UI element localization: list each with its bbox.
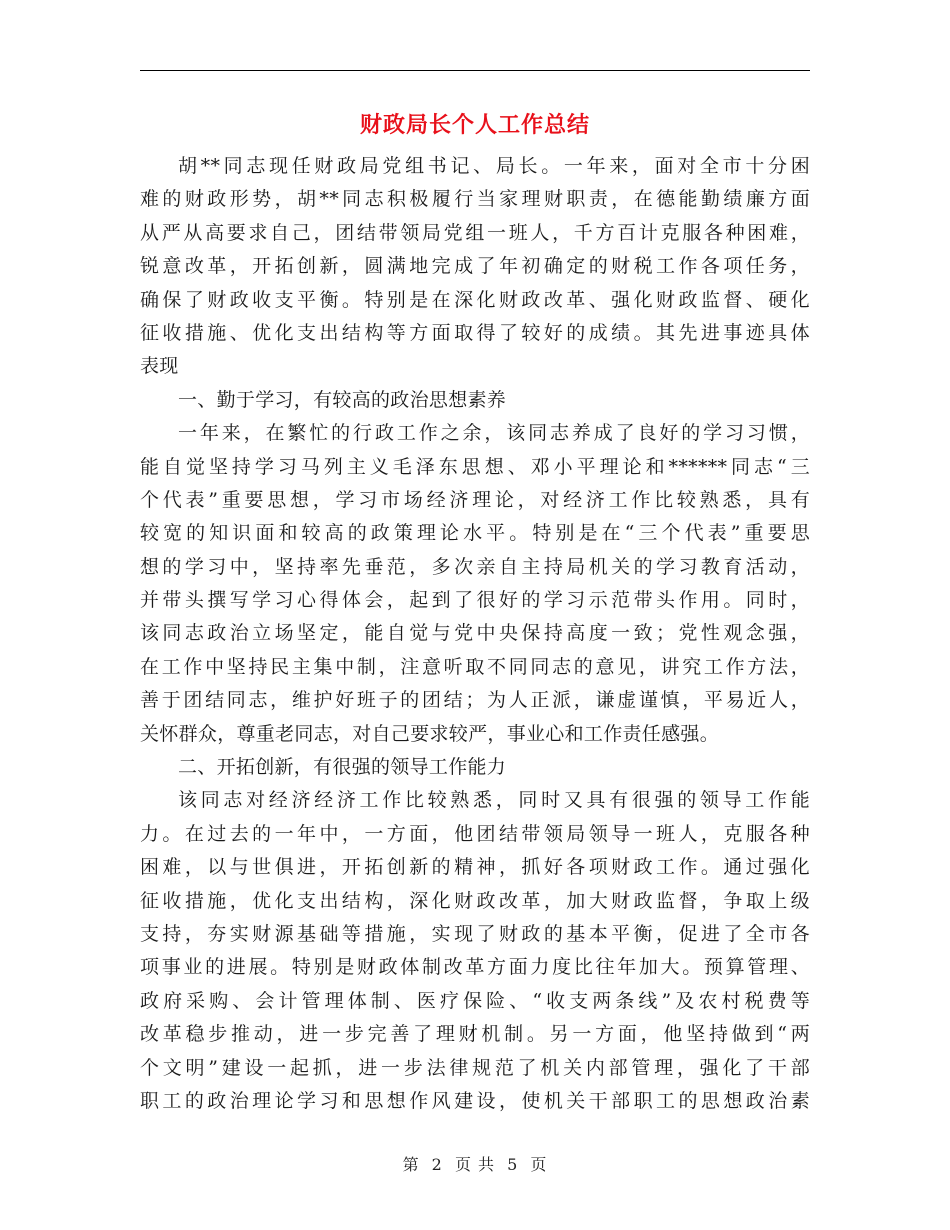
text-line: 想的学习中，坚持率先垂范，多次亲自主持局机关的学习教育活动， xyxy=(140,555,810,578)
footer-prefix: 第 xyxy=(402,1155,420,1174)
text-line: 胡**同志现任财政局党组书记、局长。一年来，面对全市十分困 xyxy=(178,155,810,177)
footer-total-pages: 5 xyxy=(507,1155,519,1174)
text-line: 表现 xyxy=(140,355,179,378)
page-footer xyxy=(0,1152,950,1175)
text-line: 一年来，在繁忙的行政工作之余，该同志养成了良好的学习习惯， xyxy=(178,422,810,445)
footer-page-number: 2 xyxy=(431,1155,443,1174)
text-line: 困难，以与世俱进，开拓创新的精神，抓好各项财政工作。通过强化 xyxy=(140,856,810,879)
text-line: 改革稳步推动，进一步完善了理财机制。另一方面，他坚持做到“两 xyxy=(140,1023,810,1046)
footer-suffix: 页 xyxy=(530,1155,548,1174)
text-line: 职工的政治理论学习和思想作风建设，使机关干部职工的思想政治素 xyxy=(140,1089,810,1112)
document-body xyxy=(140,150,810,1118)
text-line: 力。在过去的一年中，一方面，他团结带领局领导一班人，克服各种 xyxy=(140,822,810,845)
text-line: 征收措施、优化支出结构等方面取得了较好的成绩。其先进事迹具体 xyxy=(140,321,810,344)
text-line: 能自觉坚持学习马列主义毛泽东思想、邓小平理论和******同志“三 xyxy=(140,455,810,478)
text-line: 二、开拓创新，有很强的领导工作能力 xyxy=(178,756,507,779)
document-title: 财政局长个人工作总结 xyxy=(359,112,590,138)
text-line: 政府采购、会计管理体制、医疗保险、“收支两条线”及农村税费等 xyxy=(140,989,810,1012)
text-line: 锐意改革，开拓创新，圆满地完成了年初确定的财税工作各项任务， xyxy=(140,255,810,278)
text-line: 较宽的知识面和较高的政策理论水平。特别是在“三个代表”重要思 xyxy=(140,522,810,545)
header-rule xyxy=(140,70,810,71)
text-line: 善于团结同志，维护好班子的团结；为人正派，谦虚谨慎，平易近人， xyxy=(140,689,810,712)
text-line: 一、勤于学习，有较高的政治思想素养 xyxy=(178,388,507,411)
text-line: 从严从高要求自己，团结带领局党组一班人，千方百计克服各种困难， xyxy=(140,221,810,244)
text-line: 项事业的进展。特别是财政体制改革方面力度比往年加大。预算管理、 xyxy=(140,956,810,979)
text-line: 征收措施，优化支出结构，深化财政改革，加大财政监督，争取上级 xyxy=(140,889,810,912)
text-line: 在工作中坚持民主集中制，注意听取不同同志的意见，讲究工作方法， xyxy=(140,655,810,678)
text-line: 确保了财政收支平衡。特别是在深化财政改革、强化财政监督、硬化 xyxy=(140,288,810,311)
text-line: 支持，夯实财源基础等措施，实现了财政的基本平衡，促进了全市各 xyxy=(140,922,810,945)
footer-middle: 页 共 xyxy=(454,1155,496,1174)
text-line: 该同志政治立场坚定，能自觉与党中央保持高度一致；党性观念强， xyxy=(140,622,810,645)
text-line: 并带头撰写学习心得体会，起到了很好的学习示范带头作用。同时， xyxy=(140,589,810,612)
text-line: 个文明”建设一起抓，进一步法律规范了机关内部管理，强化了干部 xyxy=(140,1056,810,1079)
text-line: 关怀群众，尊重老同志，对自己要求较严，事业心和工作责任感强。 xyxy=(140,722,720,745)
text-line: 难的财政形势，胡**同志积极履行当家理财职责，在德能勤绩廉方面 xyxy=(140,188,810,211)
text-line: 个代表”重要思想，学习市场经济理论，对经济工作比较熟悉，具有 xyxy=(140,488,810,511)
text-line: 该同志对经济经济工作比较熟悉，同时又具有很强的领导工作能 xyxy=(178,789,810,812)
